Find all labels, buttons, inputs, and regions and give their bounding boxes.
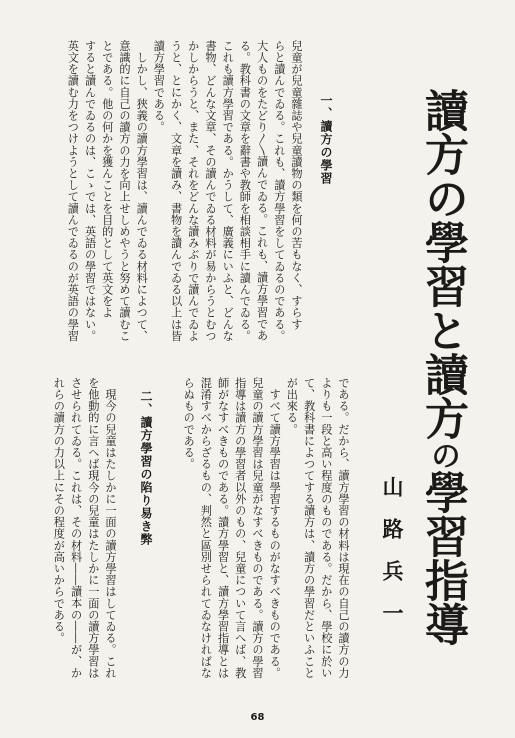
text-line: よりも一段と高い程度のものである。だから、學校に於い	[319, 377, 333, 679]
text-line: 讀方學習である。	[152, 40, 166, 133]
text-line: 意識的に自己の讀方の力を向上せしめやうと努めて讀むこ	[117, 40, 131, 342]
text-line: かしからうと、また、それをどんな讀みぶりで讀んでゐよ	[186, 40, 200, 342]
text-line: すると讀んでゐるのは、こゝでは、英語の學習ではない。	[83, 40, 97, 342]
text-line: 指導は讀方の學習者以外のもの、兒童について言へば、教	[233, 377, 247, 679]
title-part-1: 讀方の學習と讀方	[417, 88, 468, 440]
text-line: 兒童が兒童雜誌や兒童讀物の類を何の苦もなく、すらす	[290, 40, 303, 330]
section-2-intro-body	[180, 377, 352, 677]
text-line: 現今の兒童はたしかに一面の讀方學習はしてゐる。これ	[104, 377, 117, 679]
text-line: させられてゐる。これは、その材料――讀本の――が、か	[69, 377, 83, 679]
text-line: らと讀んでゐる。これも、讀方學習をしてゐるのである。	[272, 40, 286, 342]
title-particle: の	[425, 440, 460, 470]
author-name: 山路兵一	[380, 476, 405, 644]
section-1-heading: 一、讀方の學習	[319, 94, 333, 185]
article-title	[417, 88, 468, 646]
text-line: これも讀方學習である。かうして、廣義にいふと、どんな	[221, 40, 235, 342]
text-line: 兒童の讀方學習は兒童がなすべきものである。讀方の學習	[250, 377, 264, 679]
text-line: すべて讀方學習は學習するものがなすべきものである。	[268, 377, 282, 679]
text-line: る。教科書の文章を辭書や教師を相談相手に讀んでゐる。	[238, 40, 252, 342]
text-line: うと、とにかく、文章を讀み、書物を讀んでゐる以上は皆	[169, 40, 183, 342]
page-number: 68	[250, 712, 265, 723]
text-line: 混淆すべからざるもの、判然と區別せられてゐなければな	[199, 377, 213, 679]
text-line: を他動的に言へば現今の兒童はたしかに一面の讀方學習は	[86, 377, 100, 679]
section-1-body	[64, 40, 305, 340]
text-line: しかし、狹義の讀方學習は、讀んでゐる材料によつて、	[135, 40, 149, 342]
text-line: 師がなすべきものである。讀方學習と、讀方學習指導とは	[216, 377, 230, 679]
text-line: 大人ものをたどり〳〵讀んでゐる。これも、讀方學習であ	[255, 40, 269, 342]
text-line: 書物、どんな文章、その讀んでゐる材料が易からうとむつ	[203, 40, 217, 342]
text-line: 英文を讀む力をつけようとして讀んでゐるのが英語の學習	[66, 40, 80, 342]
text-line: である。だから、讀方學習の材料は現在の自己の讀方の力	[337, 377, 350, 679]
section-2-body	[50, 377, 119, 677]
text-line: れらの讀方の力以上にその程度が高いからである。	[52, 377, 66, 644]
section-2-heading: 二、讀方學習の陷り易き弊	[139, 390, 153, 546]
text-line: が出來る。	[285, 377, 299, 435]
title-part-2: 學習指導	[417, 470, 468, 646]
text-line: らぬものである。	[182, 377, 196, 470]
text-line: とである。他の何かを獲んことを目的として英文をよ	[100, 40, 114, 319]
text-line: て、教科書によつてする讀方は、讀方の學習だといふこと	[302, 377, 316, 679]
